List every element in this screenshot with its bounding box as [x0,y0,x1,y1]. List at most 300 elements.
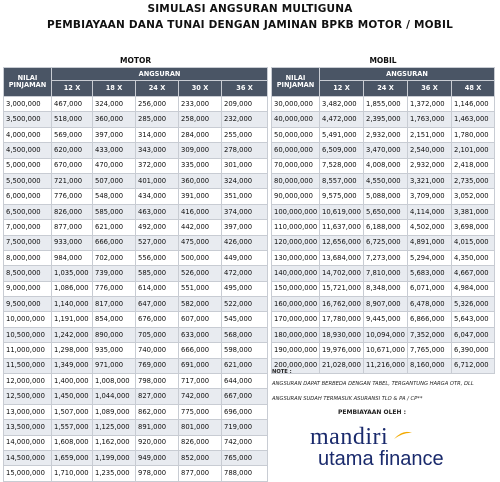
mobil-installment-cell: 10,671,000 [364,343,408,358]
motor-installment-cell: 1,008,000 [93,374,136,389]
motor-installment-cell: 666,000 [179,343,222,358]
motor-installment-cell: 255,000 [222,127,268,142]
mobil-installment-cell: 6,509,000 [320,143,364,158]
mobil-loan-amount-cell: 120,000,000 [272,235,320,250]
mobil-loan-amount-cell: 100,000,000 [272,204,320,219]
motor-loan-amount-cell: 4,000,000 [4,127,52,142]
motor-loan-amount-cell: 6,500,000 [4,204,52,219]
motor-loan-amount-cell: 5,000,000 [4,158,52,173]
mobil-installment-cell: 6,047,000 [452,327,495,342]
logo-swoosh-icon [393,429,413,441]
motor-installment-cell: 585,000 [93,204,136,219]
pembiayaan-label: PEMBIAYAAN OLEH : [338,409,407,416]
mobil-installment-cell: 15,721,000 [320,281,364,296]
mobil-installment-cell: 1,463,000 [452,112,495,127]
motor-installment-cell: 401,000 [136,173,179,188]
mobil-table-row [272,127,495,142]
motor-installment-cell: 776,000 [52,189,93,204]
motor-installment-cell: 717,000 [179,374,222,389]
mobil-nilai-header: NILAI PINJAMAN [272,68,320,97]
motor-installment-cell: 526,000 [179,266,222,281]
note-line-1: ANGSURAN DAPAT BERBEDA DENGAN TABEL, TERGANTUNG HARGA OTR, DLL [272,381,474,387]
motor-installment-cell: 256,000 [136,97,179,112]
mobil-installment-cell: 4,114,000 [408,204,452,219]
motor-installment-cell: 949,000 [136,450,179,465]
mobil-loan-amount-cell: 190,000,000 [272,343,320,358]
motor-installment-cell: 1,557,000 [52,420,93,435]
mobil-installment-cell: 21,028,000 [320,358,364,373]
motor-table-row [4,189,268,204]
motor-installment-cell: 433,000 [93,143,136,158]
motor-table-row [4,266,268,281]
motor-installment-cell: 775,000 [179,404,222,419]
mobil-installment-cell: 7,273,000 [364,250,408,265]
motor-loan-amount-cell: 9,000,000 [4,281,52,296]
motor-tenor-header: 24 X [136,81,179,97]
motor-installment-cell: 309,000 [179,143,222,158]
mobil-installment-cell: 3,381,000 [452,204,495,219]
motor-installment-cell: 1,235,000 [93,466,136,481]
motor-installment-cell: 644,000 [222,374,268,389]
mobil-installment-cell: 2,101,000 [452,143,495,158]
motor-installment-cell: 343,000 [136,143,179,158]
mobil-table-row [272,220,495,235]
motor-angsuran-header: ANGSURAN [52,68,268,81]
motor-installment-cell: 971,000 [93,358,136,373]
motor-installment-cell: 1,035,000 [52,266,93,281]
motor-installment-cell: 522,000 [222,297,268,312]
motor-installment-cell: 569,000 [52,127,93,142]
motor-installment-cell: 527,000 [136,235,179,250]
motor-installment-cell: 801,000 [179,420,222,435]
motor-installment-cell: 284,000 [179,127,222,142]
motor-installment-cell: 1,191,000 [52,312,93,327]
motor-installment-cell: 426,000 [222,235,268,250]
page-subtitle: PEMBIAYAAN DANA TUNAI DENGAN JAMINAN BPKB MOTOR / MOBIL [47,19,453,31]
motor-installment-cell: 442,000 [179,220,222,235]
mobil-table-row [272,327,495,342]
mobil-installment-cell: 13,684,000 [320,250,364,265]
mobil-installment-cell: 10,619,000 [320,204,364,219]
motor-loan-amount-cell: 5,500,000 [4,173,52,188]
mobil-installment-cell: 5,650,000 [364,204,408,219]
mobil-section-label: MOBIL [272,55,495,68]
mobil-installment-cell: 5,643,000 [452,312,495,327]
mobil-installment-cell: 7,352,000 [408,327,452,342]
mobil-installment-cell: 3,482,000 [320,97,364,112]
motor-loan-amount-cell: 12,000,000 [4,374,52,389]
motor-table-row [4,204,268,219]
motor-installment-cell: 696,000 [222,404,268,419]
motor-installment-cell: 545,000 [222,312,268,327]
motor-installment-cell: 463,000 [136,204,179,219]
mobil-installment-cell: 6,478,000 [408,297,452,312]
motor-tenor-header: 36 X [222,81,268,97]
mobil-loan-amount-cell: 60,000,000 [272,143,320,158]
mobil-installment-cell: 11,637,000 [320,220,364,235]
motor-installment-cell: 434,000 [136,189,179,204]
mobil-installment-cell: 3,321,000 [408,173,452,188]
mobil-installment-cell: 5,088,000 [364,189,408,204]
mobil-table-row [272,343,495,358]
mobil-installment-cell: 17,780,000 [320,312,364,327]
mobil-table-row [272,312,495,327]
motor-installment-cell: 351,000 [222,189,268,204]
mobil-installment-cell: 5,294,000 [408,250,452,265]
mobil-installment-cell: 3,052,000 [452,189,495,204]
mobil-loan-amount-cell: 150,000,000 [272,281,320,296]
motor-table-row [4,389,268,404]
motor-loan-amount-cell: 10,000,000 [4,312,52,327]
motor-loan-amount-cell: 15,000,000 [4,466,52,481]
mobil-installment-cell: 2,932,000 [408,158,452,173]
motor-installment-cell: 742,000 [222,435,268,450]
mobil-installment-cell: 8,557,000 [320,173,364,188]
motor-installment-cell: 676,000 [136,312,179,327]
mobil-installment-cell: 5,491,000 [320,127,364,142]
mobil-installment-cell: 11,216,000 [364,358,408,373]
mobil-installment-cell: 1,372,000 [408,97,452,112]
motor-table-row [4,466,268,481]
motor-installment-cell: 852,000 [179,450,222,465]
motor-table-row [4,374,268,389]
motor-installment-cell: 335,000 [179,158,222,173]
motor-table [3,55,268,482]
motor-installment-cell: 233,000 [179,97,222,112]
motor-installment-cell: 984,000 [52,250,93,265]
note-label: NOTE : [272,369,292,375]
motor-installment-cell: 978,000 [136,466,179,481]
mobil-angsuran-header: ANGSURAN [320,68,495,81]
motor-installment-cell: 556,000 [136,250,179,265]
mobil-table-row [272,143,495,158]
motor-installment-cell: 416,000 [179,204,222,219]
motor-table-row [4,404,268,419]
mobil-tenor-header: 48 X [452,81,495,97]
motor-installment-cell: 1,608,000 [52,435,93,450]
mobil-installment-cell: 6,071,000 [408,281,452,296]
mobil-installment-cell: 4,350,000 [452,250,495,265]
motor-installment-cell: 470,000 [93,158,136,173]
motor-installment-cell: 1,140,000 [52,297,93,312]
motor-installment-cell: 670,000 [52,158,93,173]
motor-table-row [4,312,268,327]
mobil-installment-cell: 7,810,000 [364,266,408,281]
motor-table-row [4,343,268,358]
motor-installment-cell: 1,400,000 [52,374,93,389]
mobil-installment-cell: 9,445,000 [364,312,408,327]
mobil-table-row [272,250,495,265]
mobil-installment-cell: 8,160,000 [408,358,452,373]
motor-table-row [4,158,268,173]
mobil-installment-cell: 4,015,000 [452,235,495,250]
motor-installment-cell: 769,000 [136,358,179,373]
mobil-installment-cell: 4,891,000 [408,235,452,250]
mandiri-utama-finance-logo [310,424,460,474]
motor-nilai-header: NILAI PINJAMAN [4,68,52,97]
motor-tenor-header: 12 X [52,81,93,97]
motor-installment-cell: 765,000 [222,450,268,465]
mobil-installment-cell: 1,763,000 [408,112,452,127]
motor-installment-cell: 449,000 [222,250,268,265]
mobil-installment-cell: 1,855,000 [364,97,408,112]
mobil-installment-cell: 4,008,000 [364,158,408,173]
motor-loan-amount-cell: 3,000,000 [4,97,52,112]
motor-installment-cell: 232,000 [222,112,268,127]
mobil-installment-cell: 4,550,000 [364,173,408,188]
motor-installment-cell: 391,000 [179,189,222,204]
motor-tenor-header: 18 X [93,81,136,97]
motor-installment-cell: 621,000 [93,220,136,235]
motor-table-row [4,250,268,265]
mobil-installment-cell: 6,725,000 [364,235,408,250]
motor-table-row [4,173,268,188]
mobil-installment-cell: 7,528,000 [320,158,364,173]
mobil-installment-cell: 4,472,000 [320,112,364,127]
mobil-table-row [272,173,495,188]
mobil-loan-amount-cell: 160,000,000 [272,297,320,312]
motor-installment-cell: 551,000 [179,281,222,296]
motor-installment-cell: 507,000 [93,173,136,188]
mobil-table-row [272,281,495,296]
mobil-table-row [272,204,495,219]
motor-table-row [4,97,268,112]
motor-installment-cell: 1,199,000 [93,450,136,465]
motor-installment-cell: 817,000 [93,297,136,312]
motor-loan-amount-cell: 7,500,000 [4,235,52,250]
motor-table-row [4,420,268,435]
motor-installment-cell: 324,000 [93,97,136,112]
mobil-table-row [272,189,495,204]
motor-tenor-header: 30 X [179,81,222,97]
mobil-installment-cell: 16,762,000 [320,297,364,312]
motor-installment-cell: 314,000 [136,127,179,142]
motor-installment-cell: 798,000 [136,374,179,389]
motor-installment-cell: 1,710,000 [52,466,93,481]
motor-installment-cell: 667,000 [222,389,268,404]
motor-installment-cell: 1,507,000 [52,404,93,419]
mobil-installment-cell: 6,188,000 [364,220,408,235]
motor-table-row [4,281,268,296]
motor-installment-cell: 827,000 [136,389,179,404]
motor-installment-cell: 548,000 [93,189,136,204]
motor-table-row [4,358,268,373]
mobil-loan-amount-cell: 90,000,000 [272,189,320,204]
mobil-loan-amount-cell: 40,000,000 [272,112,320,127]
motor-installment-cell: 776,000 [93,281,136,296]
motor-installment-cell: 1,659,000 [52,450,93,465]
mobil-loan-amount-cell: 80,000,000 [272,173,320,188]
motor-installment-cell: 877,000 [52,220,93,235]
motor-installment-cell: 397,000 [93,127,136,142]
mobil-installment-cell: 14,702,000 [320,266,364,281]
motor-loan-amount-cell: 13,500,000 [4,420,52,435]
mobil-installment-cell: 8,348,000 [364,281,408,296]
mobil-loan-amount-cell: 30,000,000 [272,97,320,112]
mobil-table-row [272,158,495,173]
motor-installment-cell: 1,089,000 [93,404,136,419]
motor-installment-cell: 1,450,000 [52,389,93,404]
motor-installment-cell: 285,000 [136,112,179,127]
motor-installment-cell: 826,000 [52,204,93,219]
mobil-installment-cell: 1,146,000 [452,97,495,112]
motor-installment-cell: 372,000 [136,158,179,173]
motor-installment-cell: 862,000 [136,404,179,419]
mobil-installment-cell: 2,151,000 [408,127,452,142]
motor-loan-amount-cell: 6,000,000 [4,189,52,204]
motor-installment-cell: 721,000 [52,173,93,188]
motor-loan-amount-cell: 9,500,000 [4,297,52,312]
motor-section-label: MOTOR [4,55,268,68]
mobil-table-row [272,97,495,112]
mobil-table-row [272,112,495,127]
mobil-installment-cell: 12,656,000 [320,235,364,250]
motor-installment-cell: 1,298,000 [52,343,93,358]
motor-installment-cell: 585,000 [136,266,179,281]
motor-table-row [4,112,268,127]
motor-installment-cell: 258,000 [179,112,222,127]
mobil-installment-cell: 5,326,000 [452,297,495,312]
mobil-loan-amount-cell: 110,000,000 [272,220,320,235]
motor-loan-amount-cell: 11,000,000 [4,343,52,358]
mobil-installment-cell: 2,540,000 [408,143,452,158]
motor-loan-amount-cell: 4,500,000 [4,143,52,158]
mobil-loan-amount-cell: 50,000,000 [272,127,320,142]
motor-loan-amount-cell: 8,000,000 [4,250,52,265]
mobil-installment-cell: 7,765,000 [408,343,452,358]
motor-installment-cell: 518,000 [52,112,93,127]
motor-installment-cell: 633,000 [179,327,222,342]
mobil-installment-cell: 4,502,000 [408,220,452,235]
motor-installment-cell: 397,000 [222,220,268,235]
motor-installment-cell: 1,086,000 [52,281,93,296]
mobil-installment-cell: 4,984,000 [452,281,495,296]
motor-installment-cell: 620,000 [52,143,93,158]
logo-mandiri-text: mandiri [310,424,389,450]
mobil-table-row [272,235,495,250]
motor-installment-cell: 360,000 [93,112,136,127]
motor-loan-amount-cell: 8,500,000 [4,266,52,281]
note-line-2: ANGSURAN SUDAH TERMASUK ASURANSI TLO & PA / CP** [272,396,423,402]
mobil-tenor-header: 12 X [320,81,364,97]
motor-installment-cell: 691,000 [179,358,222,373]
motor-table-row [4,220,268,235]
mobil-installment-cell: 5,683,000 [408,266,452,281]
mobil-table-row [272,358,495,373]
motor-installment-cell: 647,000 [136,297,179,312]
motor-installment-cell: 1,349,000 [52,358,93,373]
motor-installment-cell: 475,000 [179,235,222,250]
motor-installment-cell: 598,000 [222,343,268,358]
motor-installment-cell: 278,000 [222,143,268,158]
motor-loan-amount-cell: 14,000,000 [4,435,52,450]
mobil-installment-cell: 2,418,000 [452,158,495,173]
mobil-table-row [272,266,495,281]
mobil-installment-cell: 9,575,000 [320,189,364,204]
mobil-loan-amount-cell: 140,000,000 [272,266,320,281]
motor-installment-cell: 933,000 [52,235,93,250]
motor-installment-cell: 614,000 [136,281,179,296]
motor-installment-cell: 1,242,000 [52,327,93,342]
motor-installment-cell: 702,000 [93,250,136,265]
motor-installment-cell: 607,000 [179,312,222,327]
mobil-installment-cell: 3,470,000 [364,143,408,158]
motor-installment-cell: 301,000 [222,158,268,173]
motor-loan-amount-cell: 7,000,000 [4,220,52,235]
motor-installment-cell: 374,000 [222,204,268,219]
mobil-table [271,55,495,374]
mobil-installment-cell: 10,094,000 [364,327,408,342]
page-title: SIMULASI ANGSURAN MULTIGUNA [147,3,353,15]
motor-installment-cell: 1,162,000 [93,435,136,450]
motor-installment-cell: 500,000 [179,250,222,265]
mobil-loan-amount-cell: 130,000,000 [272,250,320,265]
motor-installment-cell: 324,000 [222,173,268,188]
motor-table-row [4,327,268,342]
motor-installment-cell: 877,000 [179,466,222,481]
mobil-loan-amount-cell: 70,000,000 [272,158,320,173]
motor-loan-amount-cell: 11,500,000 [4,358,52,373]
motor-table-row [4,450,268,465]
motor-installment-cell: 582,000 [179,297,222,312]
motor-loan-amount-cell: 3,500,000 [4,112,52,127]
mobil-installment-cell: 18,930,000 [320,327,364,342]
motor-installment-cell: 705,000 [136,327,179,342]
mobil-installment-cell: 3,709,000 [408,189,452,204]
motor-installment-cell: 1,044,000 [93,389,136,404]
mobil-loan-amount-cell: 170,000,000 [272,312,320,327]
mobil-installment-cell: 2,735,000 [452,173,495,188]
mobil-installment-cell: 2,395,000 [364,112,408,127]
motor-installment-cell: 742,000 [179,389,222,404]
mobil-table-row [272,297,495,312]
motor-installment-cell: 492,000 [136,220,179,235]
mobil-loan-amount-cell: 180,000,000 [272,327,320,342]
motor-installment-cell: 568,000 [222,327,268,342]
motor-table-row [4,297,268,312]
motor-installment-cell: 209,000 [222,97,268,112]
motor-installment-cell: 719,000 [222,420,268,435]
motor-installment-cell: 890,000 [93,327,136,342]
motor-installment-cell: 740,000 [136,343,179,358]
motor-installment-cell: 666,000 [93,235,136,250]
mobil-installment-cell: 2,932,000 [364,127,408,142]
mobil-installment-cell: 8,907,000 [364,297,408,312]
mobil-installment-cell: 6,390,000 [452,343,495,358]
mobil-installment-cell: 3,698,000 [452,220,495,235]
motor-installment-cell: 826,000 [179,435,222,450]
motor-installment-cell: 739,000 [93,266,136,281]
motor-installment-cell: 472,000 [222,266,268,281]
motor-table-row [4,127,268,142]
mobil-tenor-header: 24 X [364,81,408,97]
logo-utama-finance-text: utama finance [318,448,444,470]
motor-table-row [4,143,268,158]
motor-loan-amount-cell: 10,500,000 [4,327,52,342]
motor-loan-amount-cell: 12,500,000 [4,389,52,404]
mobil-installment-cell: 19,976,000 [320,343,364,358]
motor-installment-cell: 495,000 [222,281,268,296]
motor-loan-amount-cell: 14,500,000 [4,450,52,465]
motor-installment-cell: 621,000 [222,358,268,373]
motor-installment-cell: 935,000 [93,343,136,358]
mobil-installment-cell: 6,866,000 [408,312,452,327]
mobil-installment-cell: 1,780,000 [452,127,495,142]
motor-installment-cell: 854,000 [93,312,136,327]
mobil-installment-cell: 4,667,000 [452,266,495,281]
motor-table-row [4,235,268,250]
motor-loan-amount-cell: 13,000,000 [4,404,52,419]
